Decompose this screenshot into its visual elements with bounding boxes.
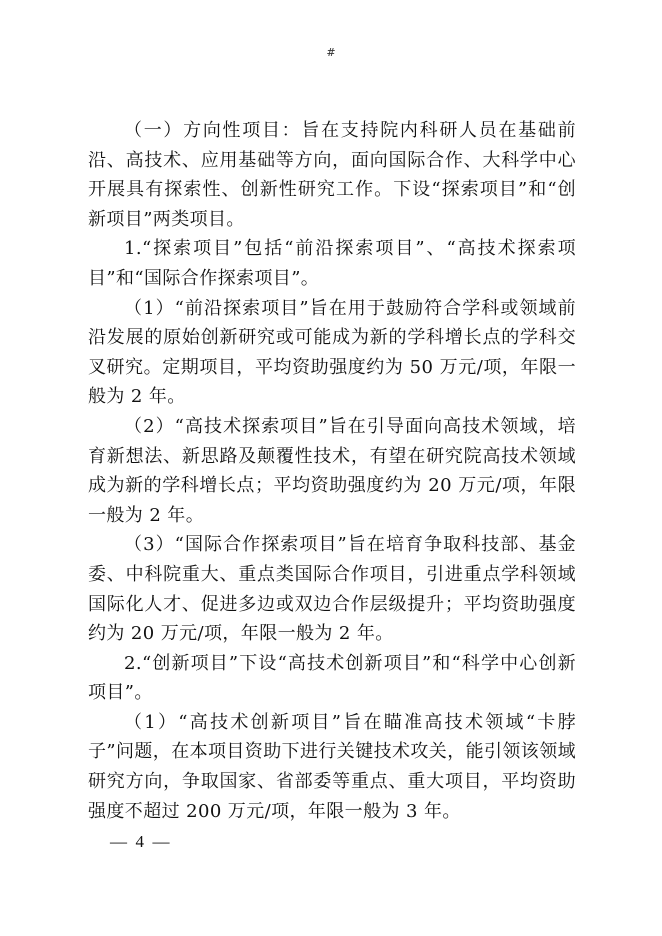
page-number: — 4 — — [110, 832, 170, 851]
paragraph-exploration-projects: 1.“探索项目”包括“前沿探索项目”、“高技术探索项目”和“国际合作探索项目”。 — [88, 238, 576, 289]
paragraph-hightech-exploration: （2）“高技术探索项目”旨在引导面向高技术领域，培育新想法、新思路及颠覆性技术，有望在研究院高技术领域成为新的学科增长点；平均资助强度约为 20 万元/项，年限一般为 2 年。 — [88, 415, 576, 526]
paragraph-international-exploration: （3）“国际合作探索项目”旨在培育争取科技部、基金委、中科院重大、重点类国际合作项目，引进重点学科领域国际化人才、促进多边或双边合作层级提升；平均资助强度约为 20 万元/项，年限一般为 2 年。 — [88, 534, 576, 645]
paragraph-hightech-innovation: （1）“高技术创新项目”旨在瞄准高技术领域“卡脖子”问题，在本项目资助下进行关键技术攻关，能引领该领域研究方向，争取国家、省部委等重点、重大项目，平均资助强度不超过 200 万元/项，年限一般为 3 年。 — [88, 711, 576, 822]
header-mark: # — [326, 46, 336, 59]
paragraph-frontier-exploration: （1）“前沿探索项目”旨在用于鼓励符合学科或领域前沿发展的原始创新研究或可能成为新的学科增长点的学科交叉研究。定期项目，平均资助强度约为 50 万元/项，年限一般为 2 年。 — [88, 297, 576, 408]
document-body — [88, 116, 576, 826]
paragraph-innovation-projects: 2.“创新项目”下设“高技术创新项目”和“科学中心创新项目”。 — [88, 652, 576, 704]
paragraph-directional-projects: （一）方向性项目：旨在支持院内科研人员在基础前沿、高技术、应用基础等方向，面向国际合作、大科学中心开展具有探索性、创新性研究工作。下设“探索项目”和“创新项目”两类项目。 — [88, 120, 576, 230]
